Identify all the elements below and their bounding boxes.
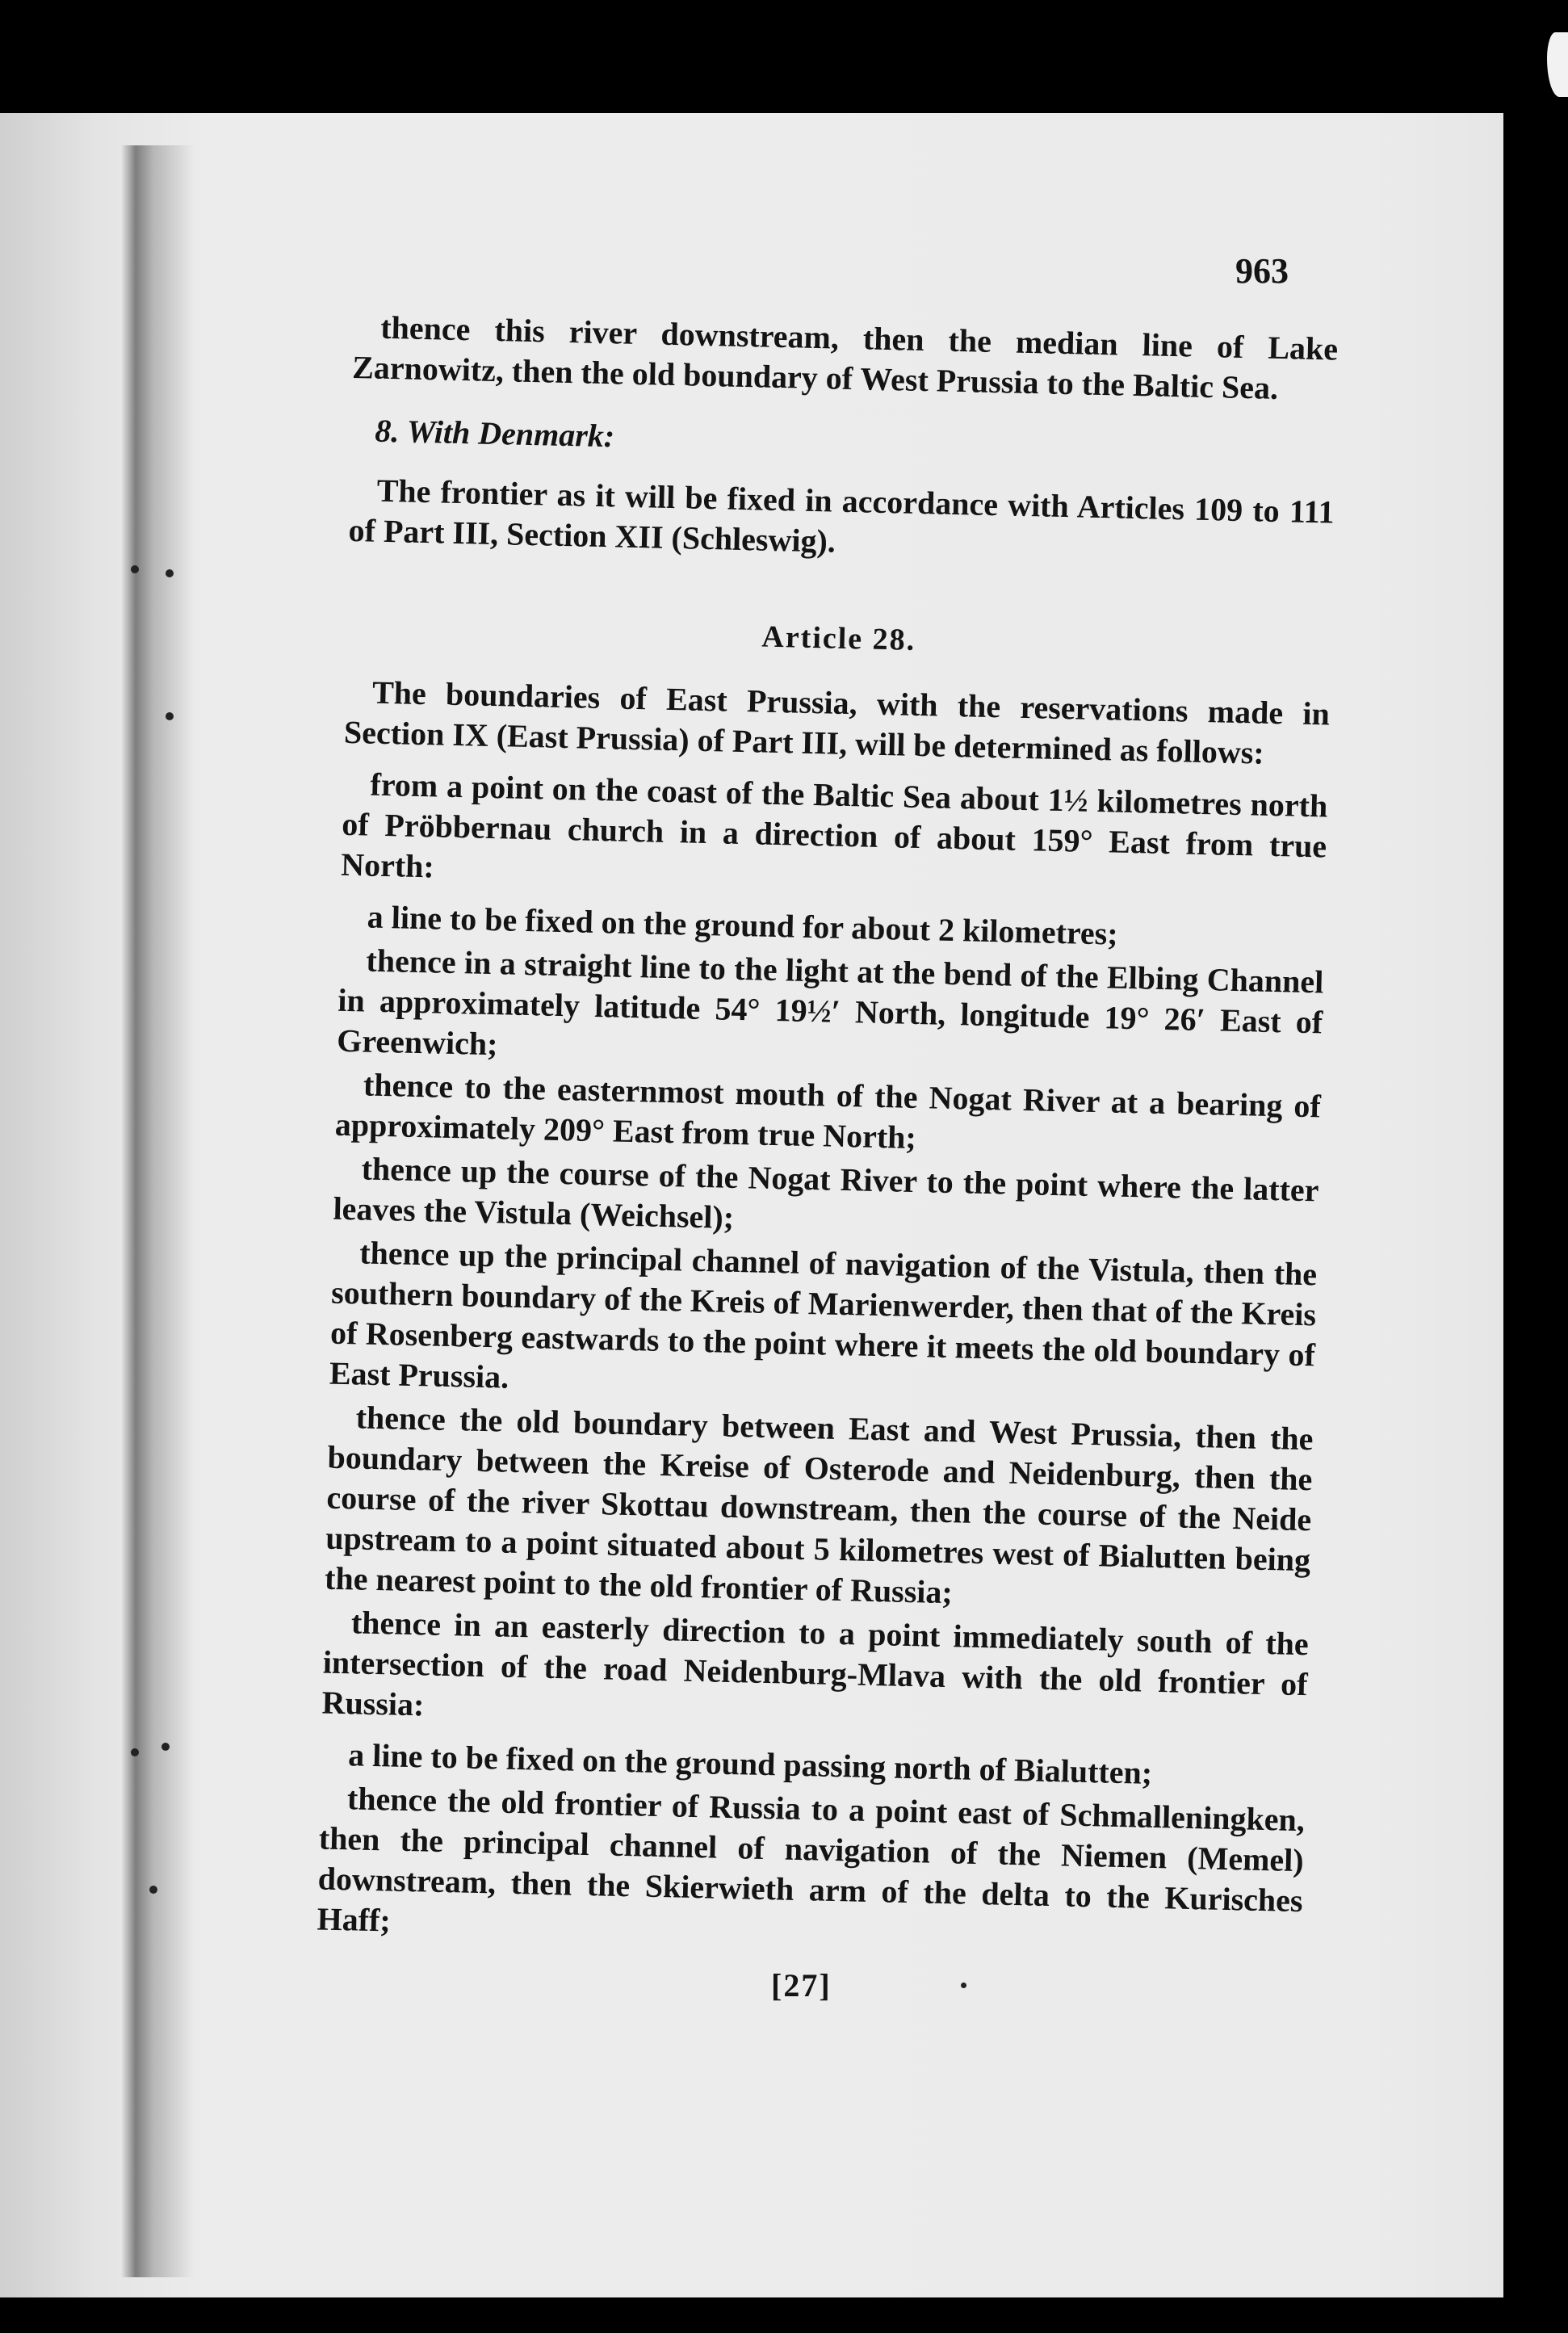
section-heading-denmark: 8. With Denmark: [374,412,615,455]
paragraph-east-prussia-intro: The boundaries of East Prussia, with the reservations made in Section IX (East Prussia) of Part III, will be determined as follows: [343,673,1331,771]
clause-nogat-course: thence up the course of the Nogat River to the point where the latter leaves the Vistula (Weichsel); [333,1150,1319,1236]
folio-number: [27] [771,1967,832,2004]
treaty-text-body [314,234,1340,2073]
article-heading: Article 28. [761,619,916,657]
paragraph-denmark-frontier: The frontier as it will be fixed in accordance with Articles 109 to 111 of Part III, Section XII (Schleswig). [348,472,1335,560]
clause-baltic-point: from a point on the coast of the Baltic Sea about 1½ kilometres north of Pröbbernau church in a direction of about 159° East from true North: [340,766,1328,885]
clause-nogat-mouth: thence to the easternmost mouth of the Nogat River at a bearing of approximately 209° East from true North; [334,1066,1322,1156]
margin-speck [166,712,174,720]
margin-speck [131,565,139,573]
margin-speck [166,569,174,577]
clause-north-bialutten: a line to be fixed on the ground passing north of Bialutten; [347,1736,1153,1791]
clause-russia-frontier: thence the old frontier of Russia to a point east of Schmalleningken, then the principal channel of navigation of the Niemen (Memel) downstream, then the Skierwieth arm of the delta to the Kurisches Haff; [317,1780,1306,1939]
clause-vistula-channel: thence up the principal channel of navigation of the Vistula, then the southern boundary of the Kreis of Marienwerder, then that of the Kreis of Rosenberg eastwards to the point where it meets the old boundary of East Prussia. [329,1234,1318,1395]
clause-line-2km: a line to be fixed on the ground for about 2 kilometres; [367,898,1119,952]
paragraph-zarnowitz: thence this river downstream, then the median line of Lake Zarnowitz, then the old boundary of West Prussia to the Baltic Sea. [351,308,1339,406]
page-right-margin [1503,113,1568,2297]
page-gutter-shadow [121,145,194,2277]
clause-easterly-direction: thence in an easterly direction to a point immediately south of the intersection of the road Neidenburg-Mlava with the old frontier of Russia: [321,1604,1310,1723]
margin-speck [131,1748,139,1756]
clause-elbing-channel: thence in a straight line to the light at the bend of the Elbing Channel in approximately latitude 54° 19½′ North, longitude 19° 26′ East of Greenwich; [336,942,1324,1063]
page-number: 963 [1235,251,1289,291]
margin-speck [161,1743,170,1751]
margin-speck [149,1886,157,1894]
clause-old-boundary: thence the old boundary between East and West Prussia, then the boundary between the Kreise of Osterode and Neidenburg, then the course of the river Skottau downstream, then the course of the Neide upstream to a point situated about 5 kilometres west of Bialutten being the nearest point to the old frontier of Russia; [324,1399,1314,1611]
